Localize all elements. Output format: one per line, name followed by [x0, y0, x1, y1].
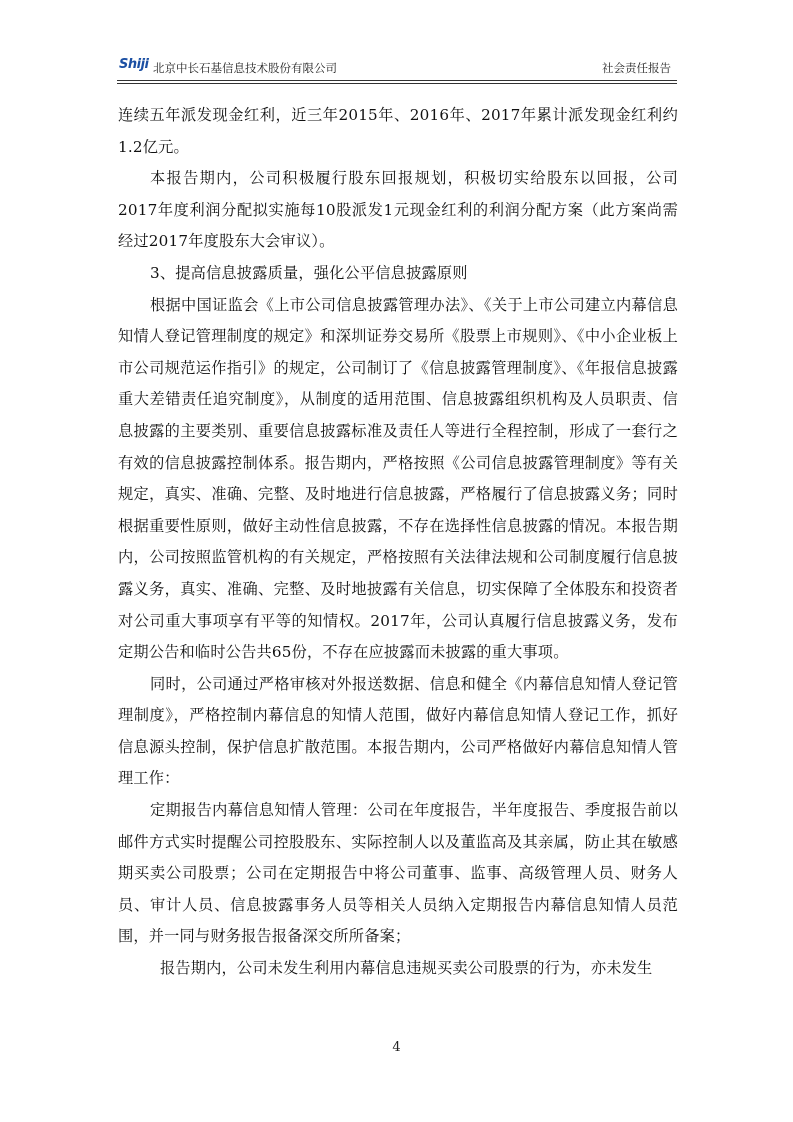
section-heading: 3、提高信息披露质量，强化公平信息披露原则	[150, 263, 468, 282]
paragraph-dividend-history: 连续五年派发现金红利，近三年2015年、2016年、2017年累计派发现金红利约1.2亿元。	[118, 106, 678, 156]
paragraph-insider-control: 同时，公司通过严格审核对外报送数据、信息和健全《内幕信息知情人登记管理制度》，严格控制内幕信息的知情人范围，做好内幕信息知情人登记工作，抓好信息源头控制，保护信息扩散范围。本报告期内，公司严格做好内幕信息知情人管理工作：	[118, 674, 678, 788]
report-type: 社会责任报告	[602, 61, 671, 75]
paragraph-profit-distribution: 本报告期内，公司积极履行股东回报规划，积极切实给股东以回报，公司2017年度利润分配拟实施每10股派发1元现金红利的利润分配方案（此方案尚需经过2017年度股东大会审议）。	[118, 169, 678, 251]
header-rule-thick	[117, 80, 677, 81]
page-header	[117, 55, 677, 79]
document-body	[118, 100, 678, 985]
company-name: 北京中长石基信息技术股份有限公司	[153, 61, 337, 75]
header-rule-thin	[117, 83, 677, 84]
paragraph-no-violation: 报告期内，公司未发生利用内幕信息违规买卖公司股票的行为，亦未发生	[160, 959, 653, 978]
paragraph-disclosure-system: 根据中国证监会《上市公司信息披露管理办法》、《关于上市公司建立内幕信息知情人登记管理制度的规定》和深圳证券交易所《股票上市规则》、《中小企业板上市公司规范运作指引》的规定，公司制订了《信息披露管理制度》、《年报信息披露重大差错责任追究制度》，从制度的适用范围、信息披露组织机构及人员职责、信息披露的主要类别、重要信息披露标准及责任人等进行全程控制，形成了一套行之有效的信息披露控制体系。报告期内，严格按照《公司信息披露管理制度》等有关规定，真实、准确、完整、及时地进行信息披露，严格履行了信息披露义务；同时根据重要性原则，做好主动性信息披露，不存在选择性信息披露的情况。本报告期内，公司按照监管机构的有关规定，严格按照有关法律法规和公司制度履行信息披露义务，真实、准确、完整、及时地披露有关信息，切实保障了全体股东和投资者对公司重大事项享有平等的知情权。2017年，公司认真履行信息披露义务，发布定期公告和临时公告共65份，不存在应披露而未披露的重大事项。	[118, 295, 678, 662]
page-number: 4	[392, 1040, 401, 1055]
shiji-logo: Shiji	[119, 57, 149, 72]
paragraph-periodic-report-insider: 定期报告内幕信息知情人管理：公司在年度报告，半年度报告、季度报告前以邮件方式实时提醒公司控股股东、实际控制人以及董监高及其亲属，防止其在敏感期买卖公司股票；公司在定期报告中将公司董事、监事、高级管理人员、财务人员、审计人员、信息披露事务人员等相关人员纳入定期报告内幕信息知情人员范围，并一同与财务报告报备深交所所备案；	[118, 801, 678, 946]
